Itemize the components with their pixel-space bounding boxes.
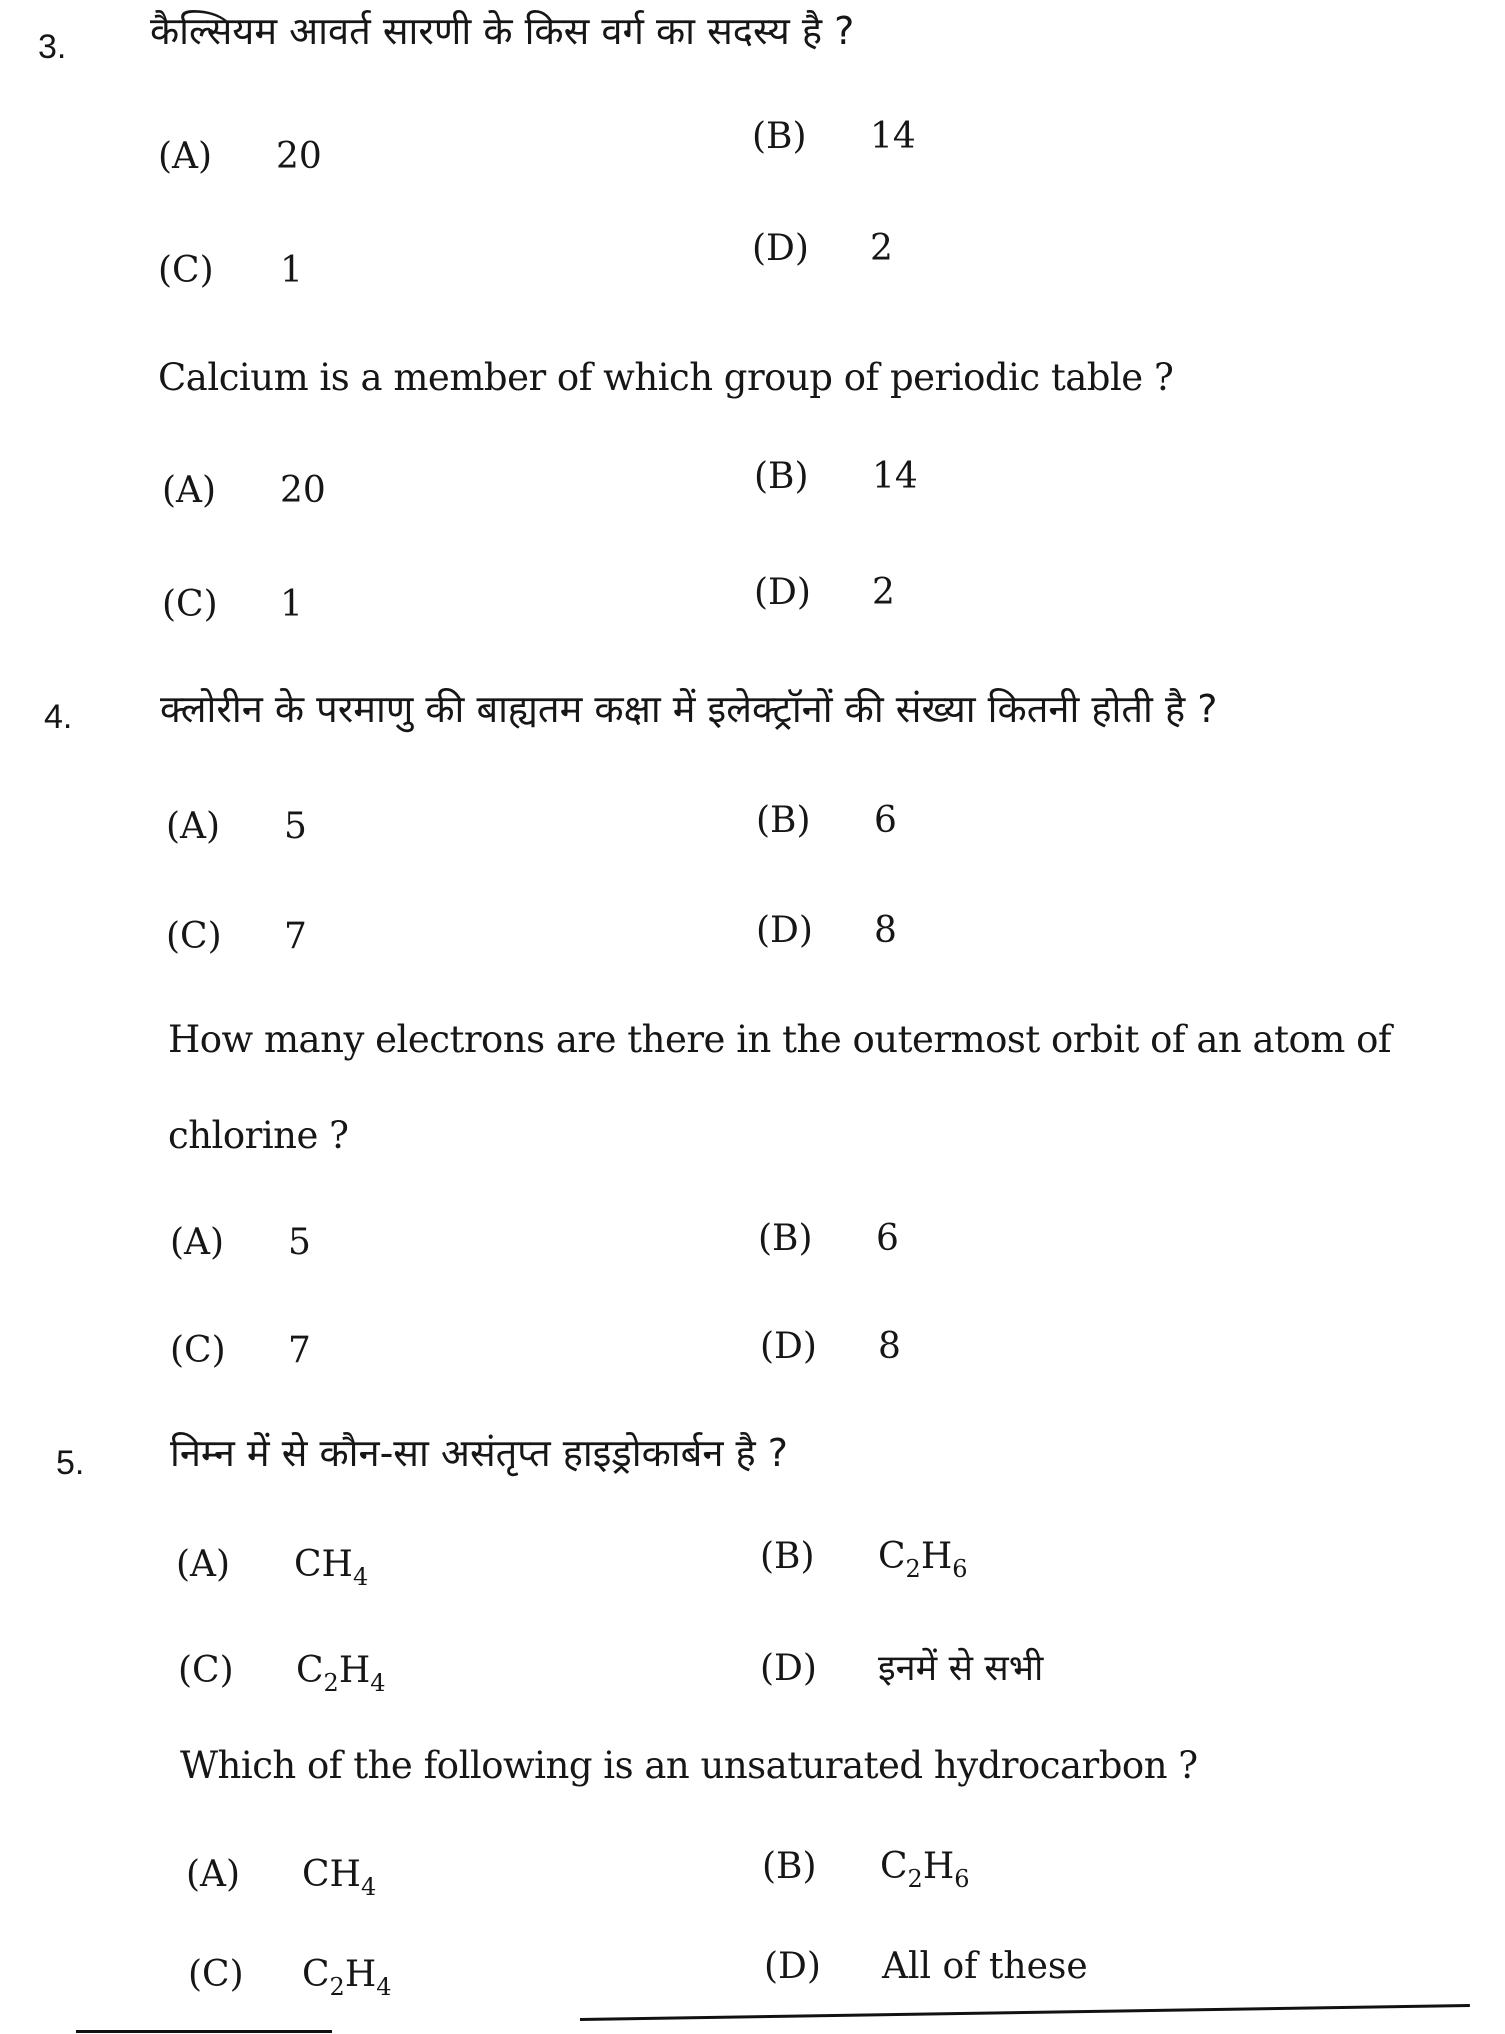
option-label: (B) — [762, 1846, 817, 1887]
formula-subscript: 6 — [952, 1555, 968, 1583]
question-text-english-line1: How many electrons are there in the outermost orbit of an atom of — [168, 1018, 1392, 1061]
footer-rule-right — [580, 2004, 1470, 2021]
option-label: (B) — [758, 1218, 813, 1259]
option-value: 20 — [280, 470, 326, 511]
option-d-english — [760, 1326, 901, 1367]
formula-ch4 — [302, 1854, 377, 1901]
option-c-hindi — [166, 916, 307, 957]
option-label: (C) — [166, 916, 222, 957]
option-value: 20 — [276, 136, 322, 177]
option-label: (A) — [186, 1854, 241, 1895]
option-b-english — [758, 1218, 899, 1259]
option-value: 6 — [876, 1218, 899, 1259]
option-d-english — [764, 1946, 1088, 1987]
formula-element: H — [338, 1650, 371, 1691]
option-label: (D) — [760, 1326, 817, 1367]
option-b-hindi — [752, 116, 916, 157]
formula-c2h6 — [880, 1846, 970, 1893]
option-value: All of these — [882, 1946, 1088, 1987]
option-label: (C) — [158, 250, 214, 291]
formula-subscript: 4 — [352, 1563, 369, 1591]
option-b-english — [754, 456, 918, 497]
option-value: 7 — [288, 1330, 311, 1371]
option-value: 8 — [878, 1326, 901, 1367]
formula-element: C — [880, 1846, 908, 1887]
option-label: (C) — [188, 1954, 244, 1995]
option-label: (A) — [162, 470, 217, 511]
question-number: 5. — [56, 1444, 85, 1482]
formula-element: H — [922, 1846, 955, 1887]
option-c-hindi — [158, 250, 303, 291]
option-b-hindi — [756, 800, 897, 841]
option-value: इनमें से सभी — [878, 1648, 1044, 1689]
option-d-hindi — [752, 228, 893, 269]
question-text-english: Which of the following is an unsaturated hydrocarbon ? — [180, 1744, 1198, 1787]
option-label: (D) — [760, 1648, 817, 1689]
option-d-hindi — [756, 910, 897, 951]
option-a-hindi — [158, 136, 322, 177]
option-a-hindi — [166, 806, 307, 847]
formula-c2h4 — [296, 1650, 386, 1697]
question-text-hindi: कैल्सियम आवर्त सारणी के किस वर्ग का सदस्य है ? — [150, 9, 855, 53]
option-c-english — [162, 584, 303, 625]
option-value: 2 — [870, 228, 893, 269]
formula-element: C — [302, 1954, 330, 1995]
option-label: (D) — [754, 572, 811, 613]
option-label: (B) — [754, 456, 809, 497]
option-a-english — [162, 470, 326, 511]
option-value: 14 — [870, 116, 916, 157]
option-value: 2 — [872, 572, 895, 613]
question-text-hindi: क्लोरीन के परमाणु की बाह्यतम कक्षा में इलेक्ट्रॉनों की संख्या कितनी होती है ? — [160, 687, 1218, 731]
option-label: (B) — [756, 800, 811, 841]
question-text-english-line2: chlorine ? — [168, 1114, 349, 1157]
option-value: 7 — [284, 916, 307, 957]
formula-subscript: 2 — [329, 1973, 345, 2001]
formula-subscript: 2 — [907, 1865, 923, 1893]
option-label: (A) — [170, 1222, 225, 1263]
formula-c2h4 — [302, 1954, 392, 2001]
option-label: (C) — [178, 1650, 234, 1691]
option-label: (A) — [166, 806, 221, 847]
option-label: (A) — [158, 136, 213, 177]
option-label: (C) — [170, 1330, 226, 1371]
question-text-hindi: निम्न में से कौन-सा असंतृप्त हाइड्रोकार्बन है ? — [170, 1431, 788, 1475]
option-a-english — [170, 1222, 311, 1263]
option-value: 5 — [288, 1222, 311, 1263]
question-number: 3. — [38, 28, 67, 66]
option-value: 8 — [874, 910, 897, 951]
option-label: (D) — [756, 910, 813, 951]
formula-subscript: 4 — [370, 1669, 386, 1697]
formula-element: C — [878, 1536, 906, 1577]
formula-subscript: 2 — [323, 1669, 339, 1697]
option-label: (C) — [162, 584, 218, 625]
formula-subscript: 4 — [360, 1873, 377, 1901]
option-label: (D) — [752, 228, 809, 269]
question-text-english: Calcium is a member of which group of periodic table ? — [158, 356, 1174, 399]
formula-subscript: 4 — [376, 1973, 392, 2001]
footer-rule-left — [76, 2030, 332, 2033]
formula-base: CH — [302, 1854, 361, 1895]
option-value: 1 — [280, 250, 303, 291]
formula-subscript: 2 — [905, 1555, 921, 1583]
option-label: (D) — [764, 1946, 821, 1987]
option-c-english — [170, 1330, 311, 1371]
formula-element: C — [296, 1650, 324, 1691]
formula-c2h6 — [878, 1536, 968, 1583]
option-label: (B) — [760, 1536, 815, 1577]
option-value: 14 — [872, 456, 918, 497]
option-value: 5 — [284, 806, 307, 847]
formula-ch4 — [294, 1544, 369, 1591]
formula-base: CH — [294, 1544, 353, 1585]
option-d-hindi — [760, 1642, 1043, 1691]
formula-element: H — [344, 1954, 377, 1995]
option-a-english — [186, 1854, 377, 1901]
formula-element: H — [920, 1536, 953, 1577]
option-b-hindi — [760, 1536, 968, 1583]
option-value: 1 — [280, 584, 303, 625]
formula-subscript: 6 — [954, 1865, 970, 1893]
option-label: (A) — [176, 1544, 231, 1585]
option-c-english — [188, 1954, 392, 2001]
option-a-hindi — [176, 1544, 369, 1591]
option-d-english — [754, 572, 895, 613]
option-c-hindi — [178, 1650, 386, 1697]
question-number: 4. — [44, 698, 73, 736]
option-label: (B) — [752, 116, 807, 157]
option-value: 6 — [874, 800, 897, 841]
option-b-english — [762, 1846, 970, 1893]
